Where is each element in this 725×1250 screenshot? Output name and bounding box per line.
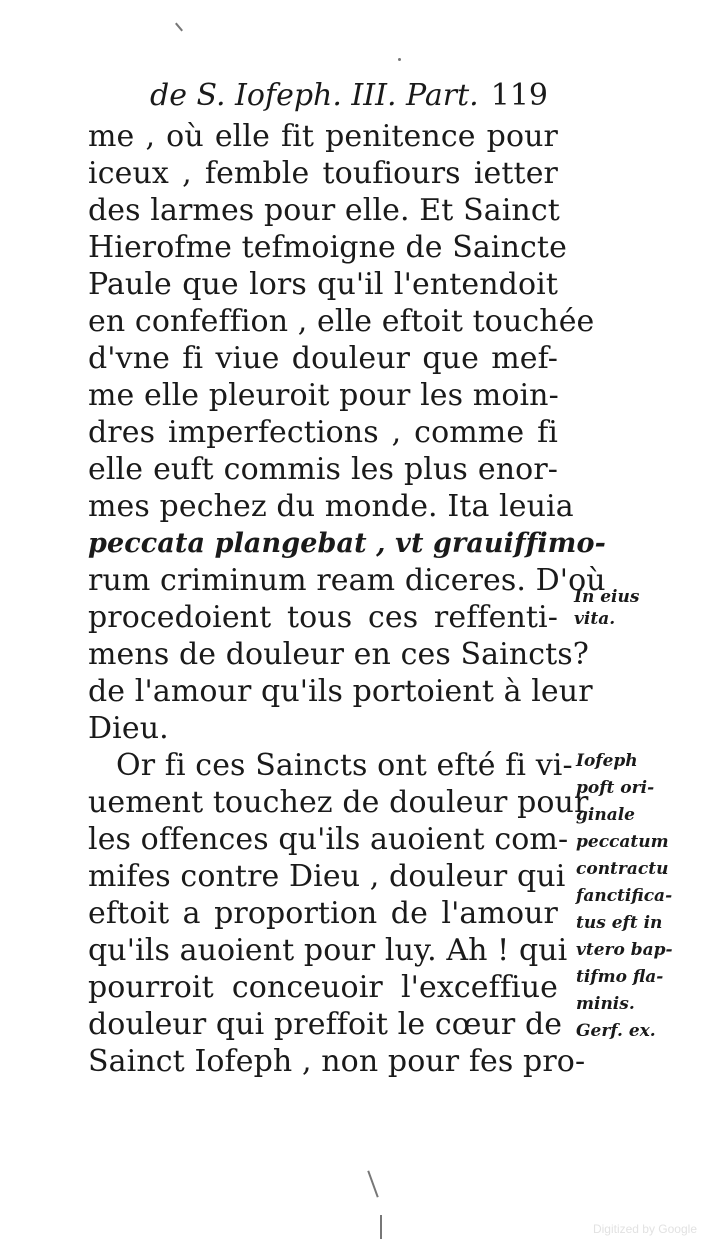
text-line: les offences qu'ils auoient com- (88, 822, 569, 857)
scan-speck (380, 1215, 382, 1239)
scan-speck (367, 1171, 378, 1198)
text-line: eftoit a proportion de l'amour (88, 896, 558, 931)
text-line: Dieu. (88, 711, 169, 746)
marginal-note-line: Gerf. ex. (576, 1021, 656, 1041)
marginal-note-line: peccatum (576, 832, 669, 852)
text-line: Sainct Iofeph , non pour fes pro- (88, 1044, 586, 1079)
scan-speck (398, 58, 401, 61)
text-line: uement touchez de douleur pour (88, 785, 589, 820)
running-title: de S. Iofeph. III. Part. (150, 78, 479, 113)
marginal-note-line: tus eft in (576, 913, 663, 933)
text-line: iceux , femble toufiours ietter (88, 156, 558, 191)
marginal-note (576, 748, 696, 1045)
paragraph-start-line: Or fi ces Saincts ont efté fi vi- (116, 748, 573, 783)
text-line: me elle pleuroit pour les moin- (88, 378, 559, 413)
text-line: dres imperfections , comme fi (88, 415, 558, 450)
text-line: mifes contre Dieu , douleur qui (88, 859, 566, 894)
marginal-note-line: poft ori- (576, 778, 655, 798)
text-line: Hierofme tefmoigne de Saincte (88, 230, 567, 265)
text-line: procedoient tous ces reffenti- (88, 600, 558, 635)
text-line: d'vne fi viue douleur que mef- (88, 341, 558, 376)
marginal-note-line: In eius (574, 587, 640, 607)
text-line: en confeffion , elle eftoit touchée (88, 304, 595, 339)
text-line: douleur qui preffoit le cœur de (88, 1007, 563, 1042)
marginal-note-line: contractu (576, 859, 669, 879)
text-line: pourroit conceuoir l'exceffiue (88, 970, 558, 1005)
text-line: qu'ils auoient pour luy. Ah ! qui (88, 933, 568, 968)
text-line: rum criminum ream diceres. D'où (88, 563, 606, 598)
scan-speck (175, 23, 183, 32)
latin-quote-line: peccata plangebat , vt grauiffimo- (88, 528, 606, 559)
marginal-note-line: vtero bap- (576, 940, 673, 960)
marginal-note-line: ginale (576, 805, 635, 825)
running-header (150, 78, 550, 114)
page-number: 119 (490, 78, 548, 113)
text-line: me , où elle fit penitence pour (88, 119, 558, 154)
text-line: elle euft commis les plus enor- (88, 452, 558, 487)
marginal-note-line: minis. (576, 994, 635, 1014)
marginal-note-line: Iofeph (576, 751, 638, 771)
text-line: Paule que lors qu'il l'entendoit (88, 267, 558, 302)
marginal-note (574, 586, 694, 630)
text-line: des larmes pour elle. Et Sainct (88, 193, 560, 228)
text-line: de l'amour qu'ils portoient à leur (88, 674, 593, 709)
marginal-note-line: tifmo fla- (576, 967, 664, 987)
digitization-watermark: Digitized by Google (592, 1222, 697, 1236)
marginal-note-line: fanctifica- (576, 886, 673, 906)
text-line: mes pechez du monde. Ita leuia (88, 489, 574, 524)
text-line: mens de douleur en ces Saincts? (88, 637, 589, 672)
marginal-note-line: vita. (574, 609, 616, 629)
